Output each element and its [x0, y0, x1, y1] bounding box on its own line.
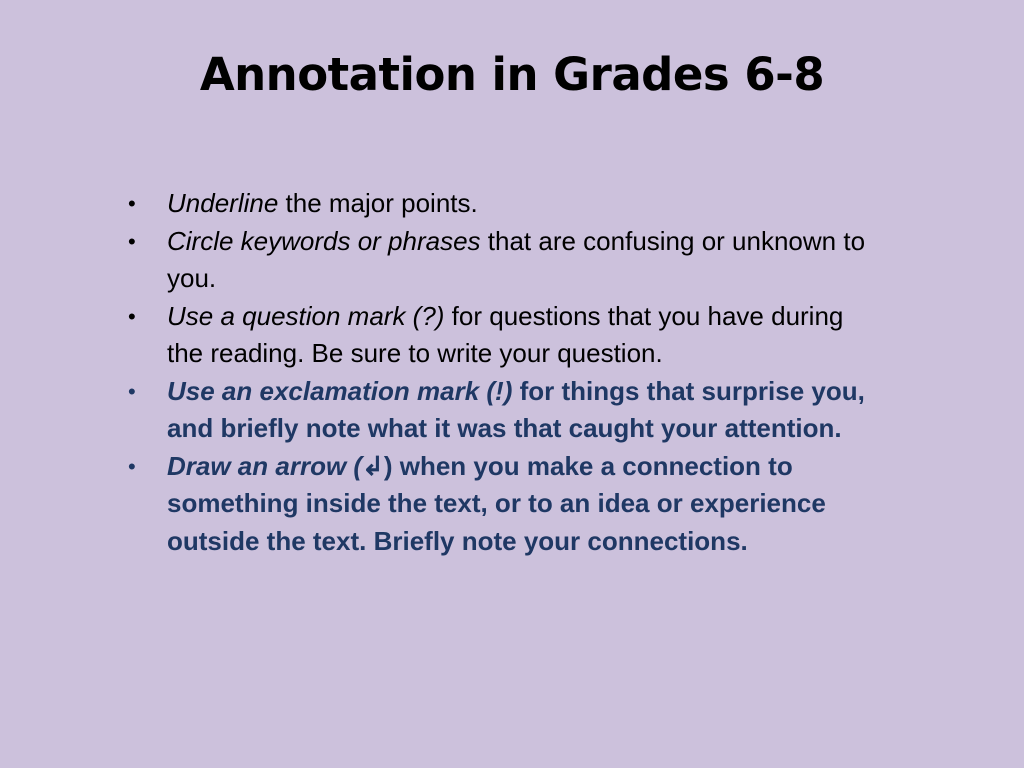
bullet-lead-text: Underline: [167, 188, 279, 218]
bullet-body-text: ) when you make a connection to something inside the text, or to an idea or experience outside the text. Briefly note your connections.: [167, 450, 826, 556]
bullet-body-text: that are confusing or unknown to you.: [167, 225, 866, 293]
bullet-question-mark: [128, 298, 868, 373]
return-arrow-icon: ↲: [362, 450, 384, 481]
bullet-body-text: the major points.: [278, 188, 478, 218]
bullet-draw-arrow: [128, 448, 868, 561]
bullet-lead-text: Use a question mark (?): [167, 300, 445, 331]
bullet-exclamation-mark: [128, 373, 868, 448]
bullet-marker: •: [128, 378, 136, 404]
bullet-marker: •: [128, 228, 136, 254]
bullet-underline: [128, 185, 868, 223]
bullet-circle-keywords: [128, 223, 868, 298]
bullet-lead-text: Circle keywords or phrases: [167, 225, 481, 256]
bullet-list: [128, 185, 868, 560]
bullet-marker: •: [128, 191, 136, 216]
bullet-body-text: for questions that you have during the reading. Be sure to write your question.: [167, 300, 844, 368]
bullet-body-text: for things that surprise you, and briefly note what it was that caught your attention.: [167, 375, 865, 443]
slide-title: Annotation in Grades 6-8: [199, 48, 825, 101]
bullet-marker: •: [128, 453, 136, 479]
bullet-lead-text: Draw an arrow (: [167, 450, 363, 481]
bullet-marker: •: [128, 303, 136, 329]
bullet-lead-text: Use an exclamation mark (!): [167, 375, 513, 406]
